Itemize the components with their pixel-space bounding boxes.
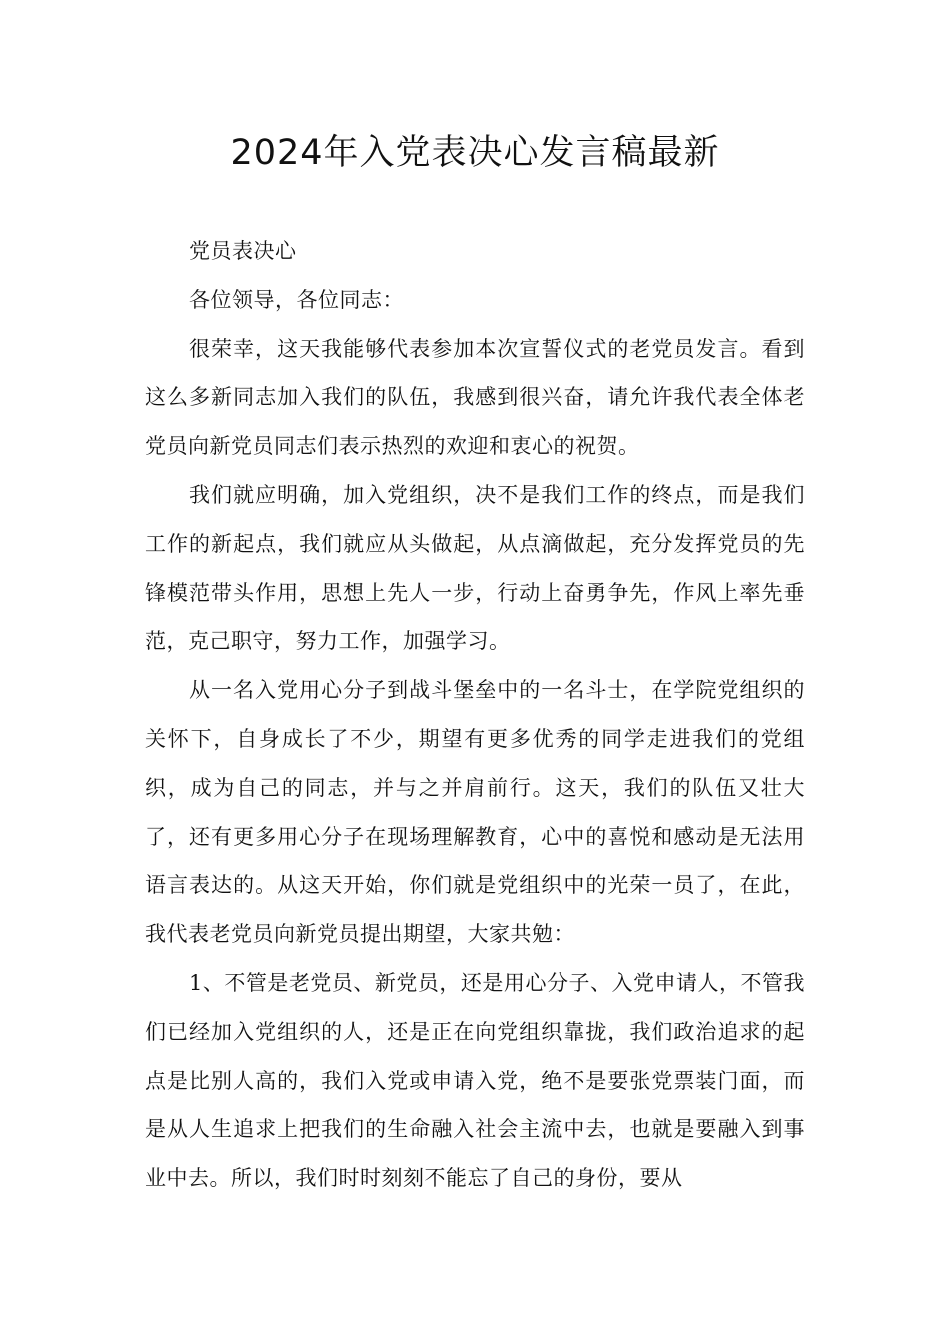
paragraph: 从一名入党用心分子到战斗堡垒中的一名斗士，在学院党组织的关怀下，自身成长了不少，期望有更多优秀的同学走进我们的党组织，成为自己的同志，并与之并肩前行。这天，我们的队伍又壮大了，还有更多用心分子在现场理解教育，心中的喜悦和感动是无法用语言表达的。从这天开始，你们就是党组织中的光荣一员了，在此，我代表老党员向新党员提出期望，大家共勉：: [145, 678, 805, 947]
paragraph-salutation: 各位领导，各位同志：: [189, 287, 404, 312]
paragraph-heading: 党员表决心: [189, 239, 297, 263]
document-body: [145, 227, 805, 1203]
paragraph: 1、不管是老党员、新党员，还是用心分子、入党申请人，不管我们已经加入党组织的人，还是正在向党组织靠拢，我们政治追求的起点是比别人高的，我们入党或申请入党，绝不是要张党票装门面，而是从人生追求上把我们的生命融入社会主流中去，也就是要融入到事业中去。所以，我们时时刻刻不能忘了自己的身份，要从: [145, 970, 805, 1191]
paragraph: 我们就应明确，加入党组织，决不是我们工作的终点，而是我们工作的新起点，我们就应从头做起，从点滴做起，充分发挥党员的先锋模范带头作用，思想上先人一步，行动上奋勇争先，作风上率先垂范，克己职守，努力工作，加强学习。: [145, 482, 805, 654]
paragraph: 很荣幸，这天我能够代表参加本次宣誓仪式的老党员发言。看到这么多新同志加入我们的队伍，我感到很兴奋，请允许我代表全体老党员向新党员同志们表示热烈的欢迎和衷心的祝贺。: [145, 336, 805, 459]
document-title: 2024年入党表决心发言稿最新: [230, 133, 720, 173]
